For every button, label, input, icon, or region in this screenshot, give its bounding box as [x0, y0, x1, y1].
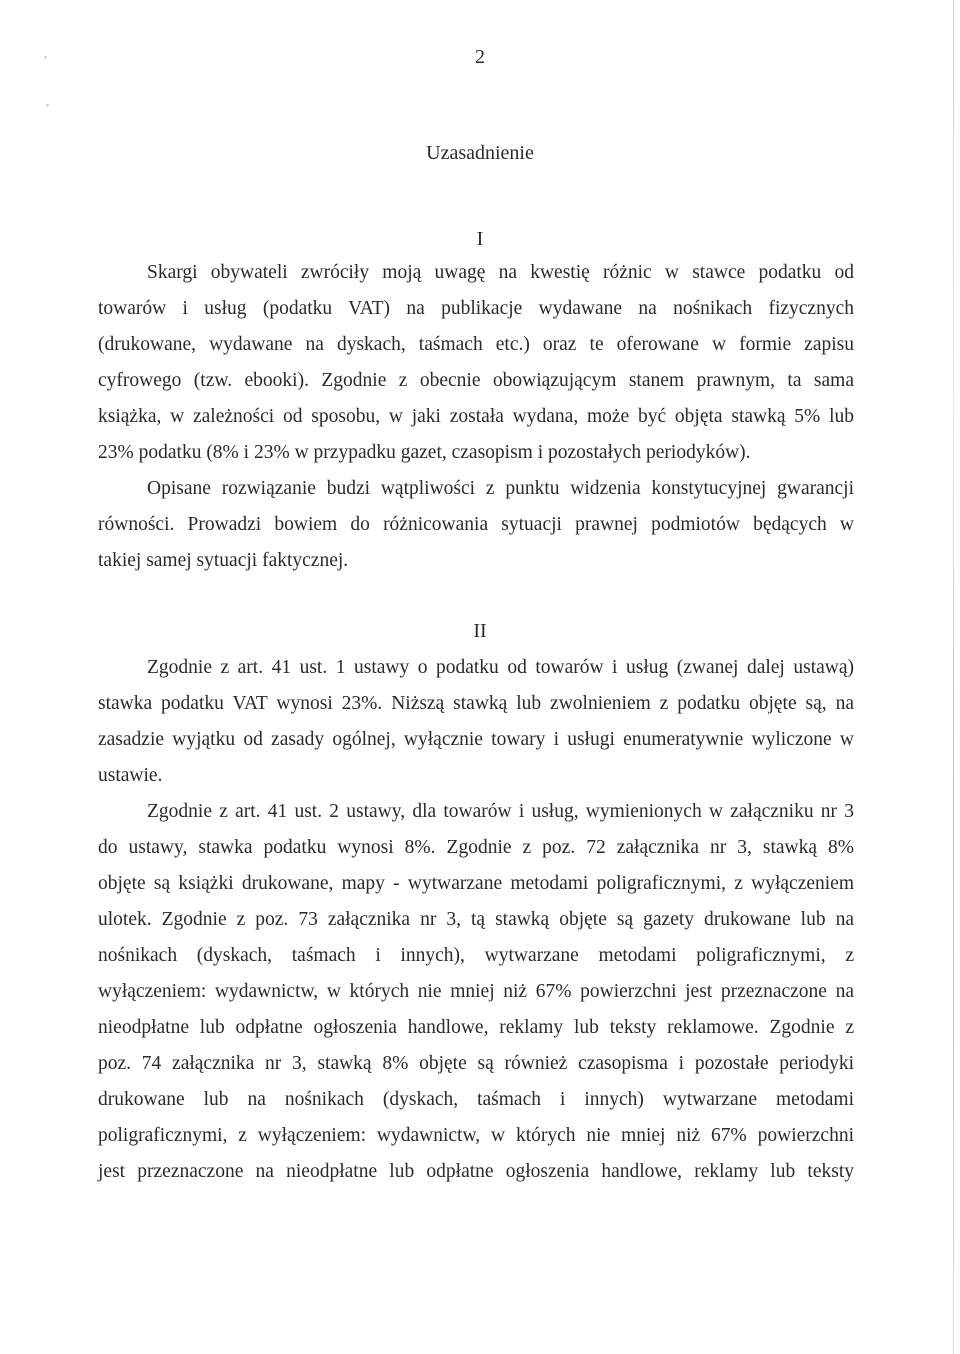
section-numeral-2: II — [473, 620, 487, 642]
paragraph-line: wyłączeniem: wydawnictw, w których nie mniej niż 67% powierzchni jest przeznaczone na — [98, 981, 854, 1002]
paragraph-line: Opisane rozwiązanie budzi wątpliwości z punktu widzenia konstytucyjnej gwarancji — [147, 478, 854, 499]
paragraph-line: zasadzie wyjątku od zasady ogólnej, wyłącznie towary i usługi enumeratywnie wyliczone w — [98, 729, 854, 750]
scan-edge-line — [953, 0, 954, 1354]
scan-speck — [46, 104, 49, 107]
paragraph-line: ustawie. — [98, 765, 163, 786]
paragraph-line: równości. Prowadzi bowiem do różnicowania sytuacji prawnej podmiotów będących w — [98, 514, 854, 535]
paragraph-line: stawka podatku VAT wynosi 23%. Niższą stawką lub zwolnieniem z podatku objęte są, na — [98, 693, 854, 714]
paragraph-line: 23% podatku (8% i 23% w przypadku gazet, czasopism i pozostałych periodyków). — [98, 442, 751, 463]
paragraph-line: jest przeznaczone na nieodpłatne lub odpłatne ogłoszenia handlowe, reklamy lub teksty — [98, 1161, 854, 1182]
paragraph-line: Zgodnie z art. 41 ust. 2 ustawy, dla towarów i usług, wymienionych w załączniku nr 3 — [147, 801, 854, 822]
paragraph-line: do ustawy, stawka podatku wynosi 8%. Zgodnie z poz. 72 załącznika nr 3, stawką 8% — [98, 837, 854, 858]
paragraph-line: poligraficznymi, z wyłączeniem: wydawnictw, w których nie mniej niż 67% powierzchni — [98, 1125, 854, 1146]
paragraph-line: towarów i usług (podatku VAT) na publikacje wydawane na nośnikach fizycznych — [98, 298, 854, 319]
paragraph-line: objęte są książki drukowane, mapy - wytwarzane metodami poligraficznymi, z wyłączeniem — [98, 873, 854, 894]
paragraph-line: nośnikach (dyskach, taśmach i innych), wytwarzane metodami poligraficznymi, z — [98, 945, 854, 966]
scan-speck — [44, 56, 47, 59]
paragraph-line: ulotek. Zgodnie z poz. 73 załącznika nr 3, tą stawką objęte są gazety drukowane lub na — [98, 909, 854, 930]
paragraph-line: (drukowane, wydawane na dyskach, taśmach etc.) oraz te oferowane w formie zapisu — [98, 334, 854, 355]
section-numeral-1: I — [476, 228, 484, 250]
paragraph-line: poz. 74 załącznika nr 3, stawką 8% objęte są również czasopisma i pozostałe periodyki — [98, 1053, 854, 1074]
paragraph-line: nieodpłatne lub odpłatne ogłoszenia handlowe, reklamy lub teksty reklamowe. Zgodnie z — [98, 1017, 854, 1038]
paragraph-line: książka, w zależności od sposobu, w jaki została wydana, może być objęta stawką 5% lub — [98, 406, 854, 427]
paragraph-line: takiej samej sytuacji faktycznej. — [98, 550, 349, 571]
document-title: Uzasadnienie — [426, 142, 534, 164]
paragraph-line: Skargi obywateli zwróciły moją uwagę na kwestię różnic w stawce podatku od — [147, 262, 854, 283]
paragraph-line: cyfrowego (tzw. ebooki). Zgodnie z obecnie obowiązującym stanem prawnym, ta sama — [98, 370, 854, 391]
paragraph-line: drukowane lub na nośnikach (dyskach, taśmach i innych) wytwarzane metodami — [98, 1089, 854, 1110]
page-number: 2 — [475, 46, 485, 68]
paragraph-line: Zgodnie z art. 41 ust. 1 ustawy o podatku od towarów i usług (zwanej dalej ustawą) — [147, 657, 854, 678]
